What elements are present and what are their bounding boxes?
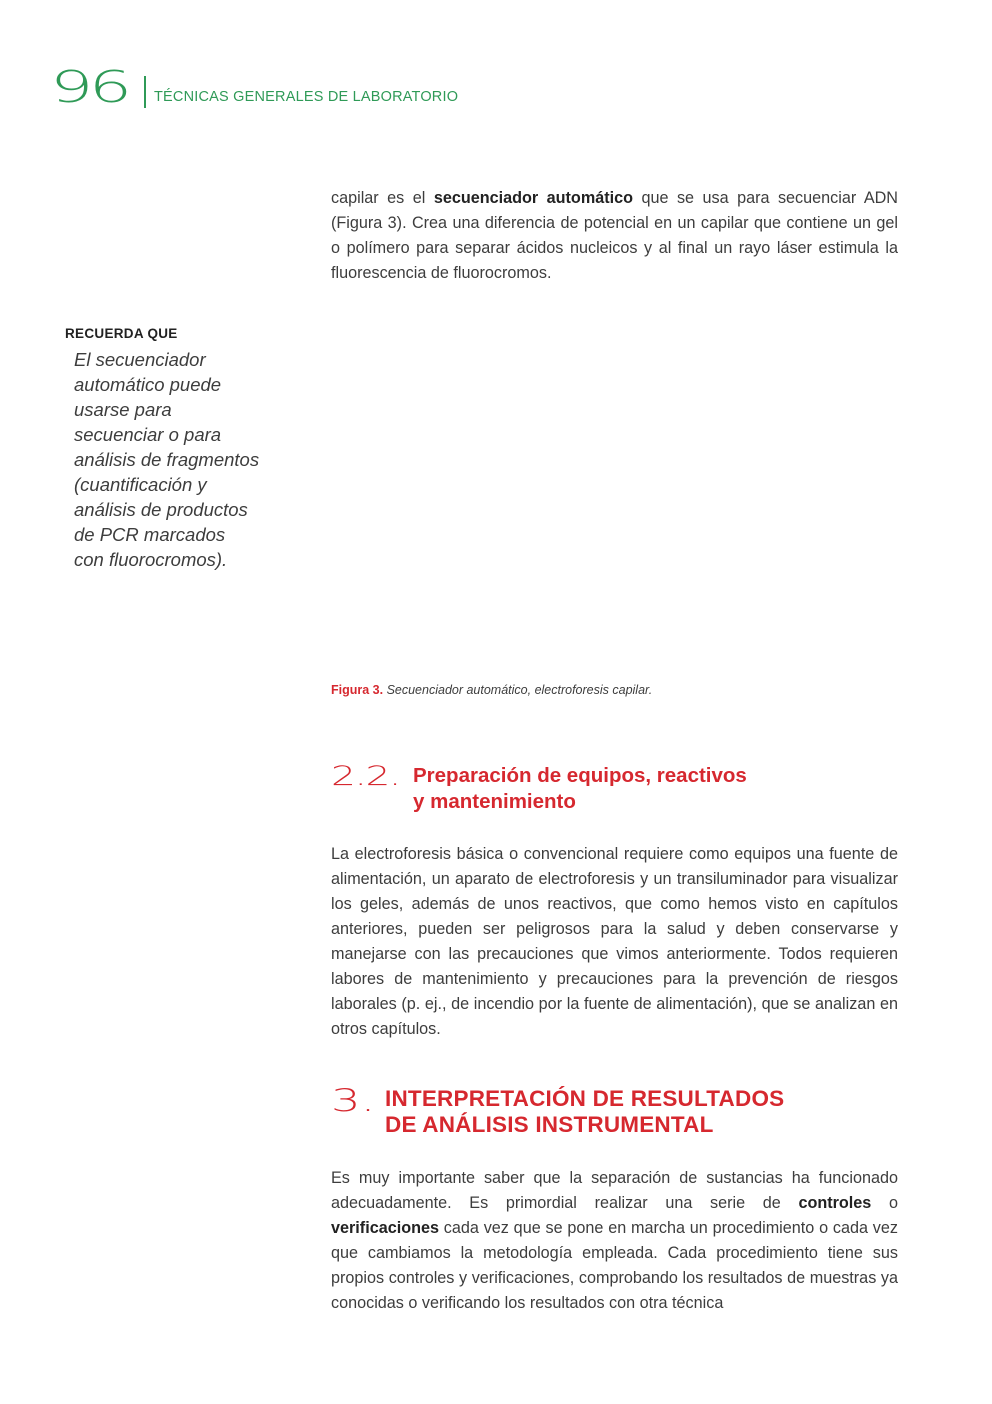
section-heading-2-2 (331, 763, 747, 815)
paragraph-text: Es muy importante saber que la separación de sustancias ha funcionado adecuadamente. Es primordial realizar una serie de (331, 1169, 898, 1212)
figure-placeholder (331, 300, 898, 670)
section-title: Preparación de equipos, reactivos y mantenimiento (413, 764, 747, 813)
section-number: 3. (331, 1083, 376, 1119)
aside-title: RECUERDA QUE (65, 326, 178, 341)
chapter-title: TÉCNICAS GENERALES DE LABORATORIO (154, 89, 459, 105)
paragraph-interpretacion (331, 1166, 898, 1316)
bold-term: controles (798, 1194, 872, 1212)
page-header (50, 62, 459, 113)
bold-term: secuenciador automático (433, 189, 633, 207)
recuerda-que-box (65, 326, 295, 572)
paragraph-text: o (871, 1194, 898, 1212)
paragraph-text: capilar es el (331, 189, 434, 207)
section-number: 2.2. (331, 761, 400, 792)
page-number: 96 (50, 62, 128, 113)
section-title: INTERPRETACIÓN DE RESULTADOS DE ANÁLISIS INSTRUMENTAL (385, 1086, 785, 1137)
figure-caption-text: Secuenciador automático, electroforesis capilar. (383, 683, 653, 697)
paragraph-electroforesis: La electroforesis básica o convencional requiere como equipos una fuente de alimentación, un aparato de electroforesis y un transiluminador para visualizar los geles, además de unos reactivos, que como hemos visto en capítulos anteriores, pueden ser peligrosos para la salud y deben conservarse y manejarse con las precauciones que vimos anteriormente. Todos requieren labores de mantenimiento y precauciones para la prevención de riesgos laborales (p. ej., de incendio por la fuente de alimentación), que se analizan en otros capítulos. (331, 845, 898, 1038)
paragraph-text: que se usa para secuenciar ADN (Figura 3). Crea una diferencia de potencial en un capilar que contiene un gel o polímero para separar ácidos nucleicos y al final un rayo láser estimula la fluorescencia de fluorocromos. (331, 189, 899, 282)
aside-text: El secuenciador automático puede usarse para secuenciar o para análisis de fragmentos (cuantificación y análisis de productos de PCR marcados con fluorocromos). (74, 349, 260, 570)
figure-caption (331, 683, 652, 697)
figure-label: Figura 3. (331, 683, 384, 697)
paragraph-secuenciador (331, 186, 898, 286)
section-heading-3 (331, 1083, 785, 1138)
paragraph-text: cada vez que se pone en marcha un procedimiento o cada vez que cambiamos la metodología empleada. Cada procedimiento tiene sus propios controles y verificaciones, comprobando los resultados de muestras ya conocidas o verificando los resultados con otra técnica (331, 1219, 898, 1312)
bold-term: verificaciones (331, 1219, 439, 1237)
